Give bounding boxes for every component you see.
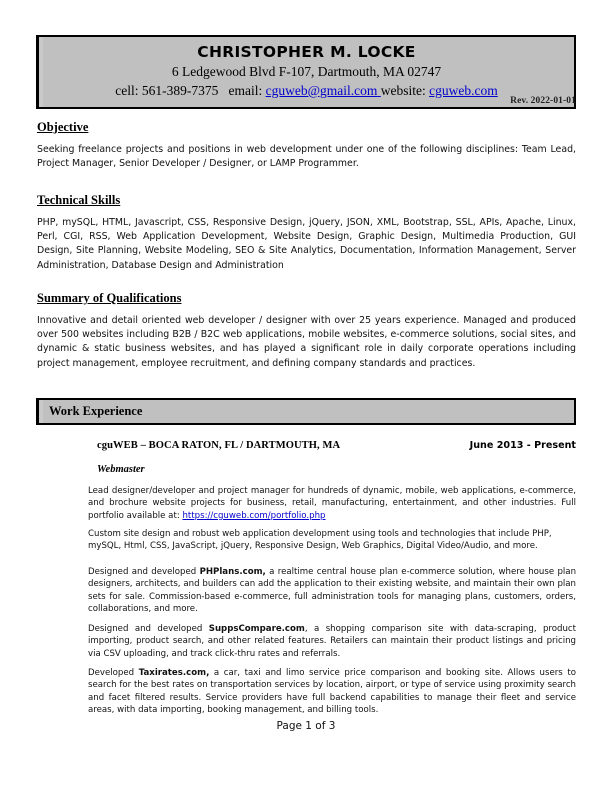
- paragraph-text: a car, taxi and limo service price comparison and booking site. Allows users to search for the best rates on transportation services by location, airport, or type of service using proximity search and facet filtered results. Service providers have full backend capabilities to manage their fleet and service areas, with data importing, booking management, and billing tools.: [88, 668, 576, 716]
- website-label: website:: [380, 83, 426, 98]
- job-paragraph: [88, 528, 576, 553]
- project-name: SuppsCompare.com: [208, 624, 305, 634]
- project-name: PHPlans.com,: [199, 567, 266, 577]
- paragraph-text: Lead designer/developer and project manager for hundreds of dynamic, mobile, web applications, e-commerce, and brochure website projects for business, retail, manufacturing, entertainment, and other industries. Full portfolio available at:: [88, 486, 576, 521]
- job-paragraph: [88, 667, 576, 717]
- revision-date: Rev. 2022-01-01: [510, 96, 576, 106]
- work-experience-bar: [36, 398, 576, 425]
- technical-skills-text: PHP, mySQL, HTML, Javascript, CSS, Responsive Design, jQuery, JSON, XML, Bootstrap, SSL, APIs, Apache, Linux, Perl, CGI, RSS, Web Application Development, Website Design, Graphic Design, Multimedia Production, GUI Design, Site Planning, Website Modeling, SEO & Site Analytics, Documentation, Information Management, Server Administration, Database Design and Administration: [37, 217, 576, 271]
- portfolio-link[interactable]: https://cguweb.com/portfolio.php: [182, 510, 326, 521]
- job-employer: cguWEB – BOCA RATON, FL / DARTMOUTH, MA: [97, 440, 341, 451]
- contact-line: [39, 82, 574, 100]
- candidate-name: CHRISTOPHER M. LOCKE: [197, 43, 416, 61]
- cell-number: 561-389-7375: [141, 83, 219, 98]
- paragraph-lead: Developed: [88, 668, 139, 678]
- section-heading-objective: Objective: [37, 120, 89, 134]
- section-heading-work-experience: Work Experience: [49, 404, 143, 418]
- website-link[interactable]: cguweb.com: [429, 83, 498, 98]
- paragraph-text: a realtime central house plan e-commerce solution, where house plan designers, architects, and builders can add the application to their existing website, and maintain their own plan sets for sale. Commission-based e-commerce, full administration tools for managing plans, customers, orders, collaborations, and more.: [88, 567, 577, 615]
- job-paragraph: [88, 566, 576, 616]
- page-footer: Page 1 of 3: [276, 720, 336, 732]
- email-link[interactable]: cguweb@gmail.com: [265, 83, 378, 98]
- objective-text: Seeking freelance projects and positions in web development under one of the following disciplines: Team Lead, Project Manager, Senior Developer / Designer, or LAMP Programmer.: [37, 144, 576, 170]
- job-dates: June 2013 - Present: [469, 440, 576, 451]
- job-paragraph: [88, 485, 576, 522]
- paragraph-text: , a shopping comparison site with data-scraping, product importing, product search, and other related features. Retailers can maintain their product listings and pricing via CSV uploading, and track click-thru rates and referrals.: [88, 624, 577, 659]
- section-heading-summary: Summary of Qualifications: [37, 291, 182, 305]
- paragraph-lead: Designed and developed: [88, 624, 209, 634]
- summary-text: Innovative and detail oriented web developer / designer with over 25 years experience. Managed and produced over 500 websites including B2B / B2C web applications, mobile websites, e-commerce solutions, social sites, and dynamic & static business websites, and has played a significant role in daily corporate operations including project management, employee recruitment, and defining company standards and practices.: [37, 315, 576, 369]
- job-paragraph: [88, 623, 576, 660]
- email-label: email:: [228, 83, 263, 98]
- paragraph-text: Custom site design and robust web application development using tools and technologies that include PHP, mySQL, Html, CSS, JavaScript, jQuery, Responsive Design, Web Graphics, Digital Video/Audio, and more.: [88, 529, 552, 552]
- bar-inner-shade: [39, 400, 43, 423]
- project-name: Taxirates.com,: [138, 668, 210, 678]
- contact-header-box: [36, 35, 576, 109]
- section-heading-technical-skills: Technical Skills: [37, 193, 121, 207]
- job-title: Webmaster: [97, 464, 145, 475]
- candidate-address: 6 Ledgewood Blvd F-107, Dartmouth, MA 02747: [171, 64, 442, 79]
- job-header: [97, 440, 576, 451]
- paragraph-lead: Designed and developed: [88, 567, 200, 577]
- cell-label: cell:: [115, 83, 139, 98]
